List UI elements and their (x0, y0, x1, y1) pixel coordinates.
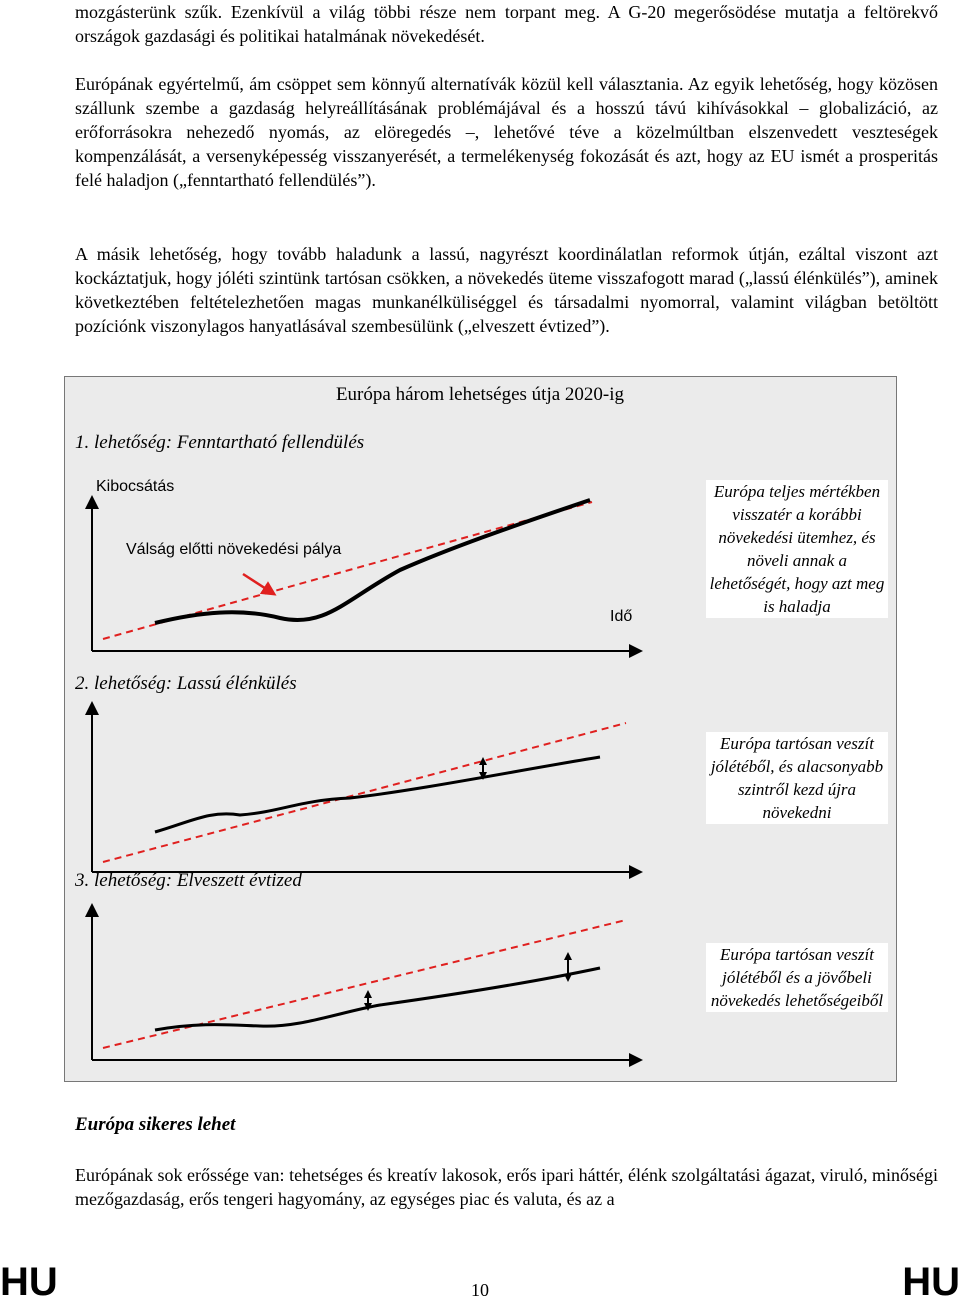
footer-left-code: HU (0, 1260, 58, 1304)
trend-label: Válság előtti növekedési pálya (126, 541, 342, 558)
output-line-1 (155, 500, 590, 623)
scenario-3-description: Európa tartósan veszít jólétéből és a jövőbeli növekedés lehetőségeiből (706, 943, 888, 1012)
page-number: 10 (471, 1280, 489, 1300)
x-axis-label: Idő (610, 608, 633, 625)
trend-pointer-arrow (243, 574, 274, 594)
scenario-2-description: Európa tartósan veszít jólétéből, és alacsonyabb szintről kezd újra növekedni (706, 732, 888, 824)
trend-line-3 (103, 920, 626, 1048)
scenario-1-description: Európa teljes mértékben visszatér a korábbi növekedési ütemhez, és növeli annak a lehetőségét, hogy azt meg is haladja (706, 480, 888, 618)
other-option-paragraph: A másik lehetőség, hogy tovább haladunk a lassú, nagyrészt koordinálatlan reformok útján, ezáltal viszont azt kockáztatjuk, hogy jóléti szintünk tartósan csökken, a növekedés üteme visszafogott marad („lassú élénkülés”), aminek következtében feltételezhetően magas munkanélküliséggel és társadalmi nyomorral, valamint világban betöltött pozíciónk viszonylagos hanyatlásával szembesülünk („elveszett évtized”). (75, 244, 938, 336)
output-line-2 (155, 757, 600, 832)
y-axis-label: Kibocsátás (96, 478, 175, 495)
footer-right-code: HU (902, 1260, 960, 1304)
europe-choice-paragraph: Európának egyértelmű, ám csöppet sem könnyű alternatívák közül kell választania. Az egyik lehetőség, hogy közösen szállunk szembe a gazdaság helyreállításának problémájával és a hosszú távú kihívásokkal – globalizáció, az erőforrásokra nehezedő nyomás, az elöregedés –, lehetővé téve a közelmúltban elszenvedett veszteségek kompenzálását, a versenyképesség visszanyerését, a termelékenység fokozását és azt, hogy az EU ismét a prosperitás felé haladjon („fenntartható fellendülés”). (75, 74, 938, 190)
strengths-paragraph: Európának sok erőssége van: tehetséges és kreatív lakosok, erős ipari háttér, élénk szolgáltatási ágazat, viruló, minőségi mezőgazdaság, erős tengeri hagyomány, az egységes piac és valuta, és az a (75, 1165, 938, 1209)
trend-line-2 (103, 723, 626, 862)
output-line-3 (155, 968, 600, 1030)
scenario-2-label: 2. lehetőség: Lassú élénkülés (75, 673, 297, 694)
scenario-1-label: 1. lehetőség: Fenntartható fellendülés (75, 432, 365, 453)
figure-title: Európa három lehetséges útja 2020-ig (335, 384, 625, 405)
intro-paragraph: mozgásterünk szűk. Ezenkívül a világ többi része nem torpant meg. A G-20 megerősödése mutatja a feltörekvő országok gazdasági és politikai hatalmának növekedését. (75, 2, 938, 46)
section-heading: Európa sikeres lehet (75, 1114, 236, 1135)
scenario-3-label: 3. lehetőség: Elveszett évtized (75, 870, 302, 891)
